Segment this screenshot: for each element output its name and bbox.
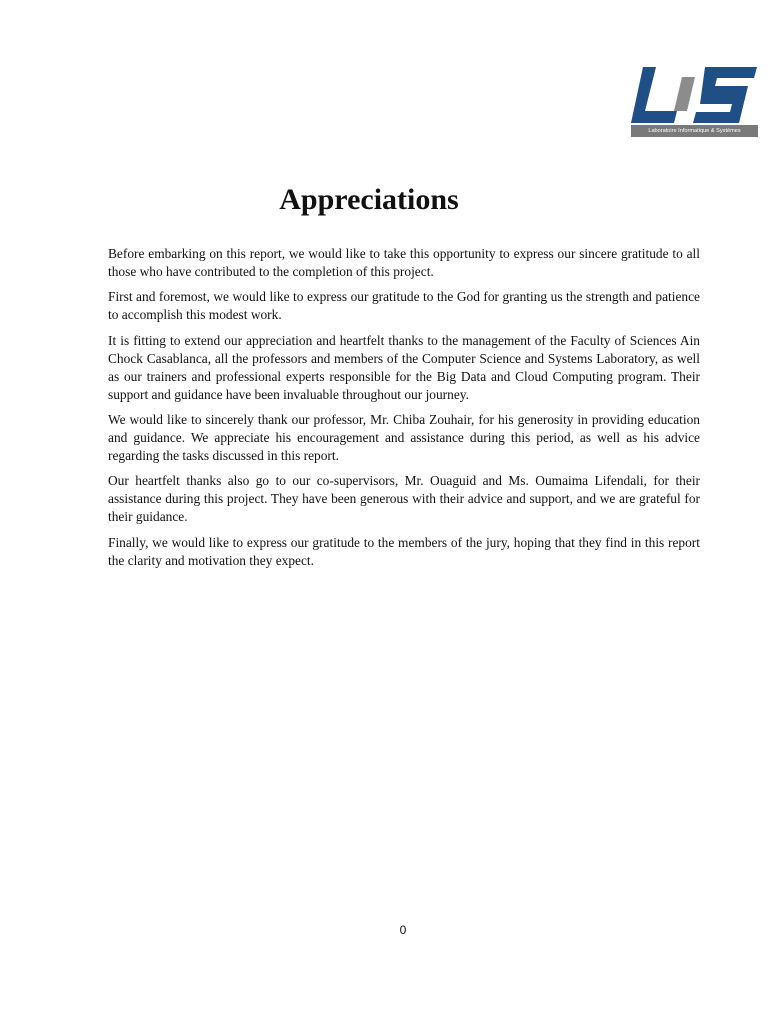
paragraph-intro: Before embarking on this report, we would like to take this opportunity to express our sincere gratitude to all those who have contributed to the completion of this project.	[108, 246, 700, 279]
paragraph-god: First and foremost, we would like to express our gratitude to the God for granting us the strength and patience to accomplish this modest work.	[108, 289, 700, 323]
lis-logo	[631, 67, 758, 137]
page-number: 0	[399, 923, 407, 937]
paragraph-professor: We would like to sincerely thank our professor, Mr. Chiba Zouhair, for his generosity in providing education and guidance. We appreciate his encouragement and assistance during this period, as well as his advice regarding the tasks discussed in this report.	[108, 412, 700, 463]
page-title: Appreciations	[279, 183, 459, 216]
logo-caption: Laboratoire Informatique & Systèmes	[631, 125, 758, 137]
paragraph-faculty: It is fitting to extend our appreciation and heartfelt thanks to the management of the Faculty of Sciences Ain Chock Casablanca, all the professors and members of the Computer Science and Systems Laboratory, as well as our trainers and professional experts responsible for the Big Data and Cloud Computing program. Their support and guidance have been invaluable throughout our journey.	[108, 332, 700, 402]
paragraph-jury: Finally, we would like to express our gratitude to the members of the jury, hoping that they find in this report the clarity and motivation they expect.	[108, 534, 700, 568]
paragraph-co-supervisors: Our heartfelt thanks also go to our co-supervisors, Mr. Ouaguid and Ms. Oumaima Lifendali, for their assistance during this project. They have been generous with their advice and support, and we are grateful for their guidance.	[108, 473, 700, 525]
body-text	[108, 245, 700, 577]
